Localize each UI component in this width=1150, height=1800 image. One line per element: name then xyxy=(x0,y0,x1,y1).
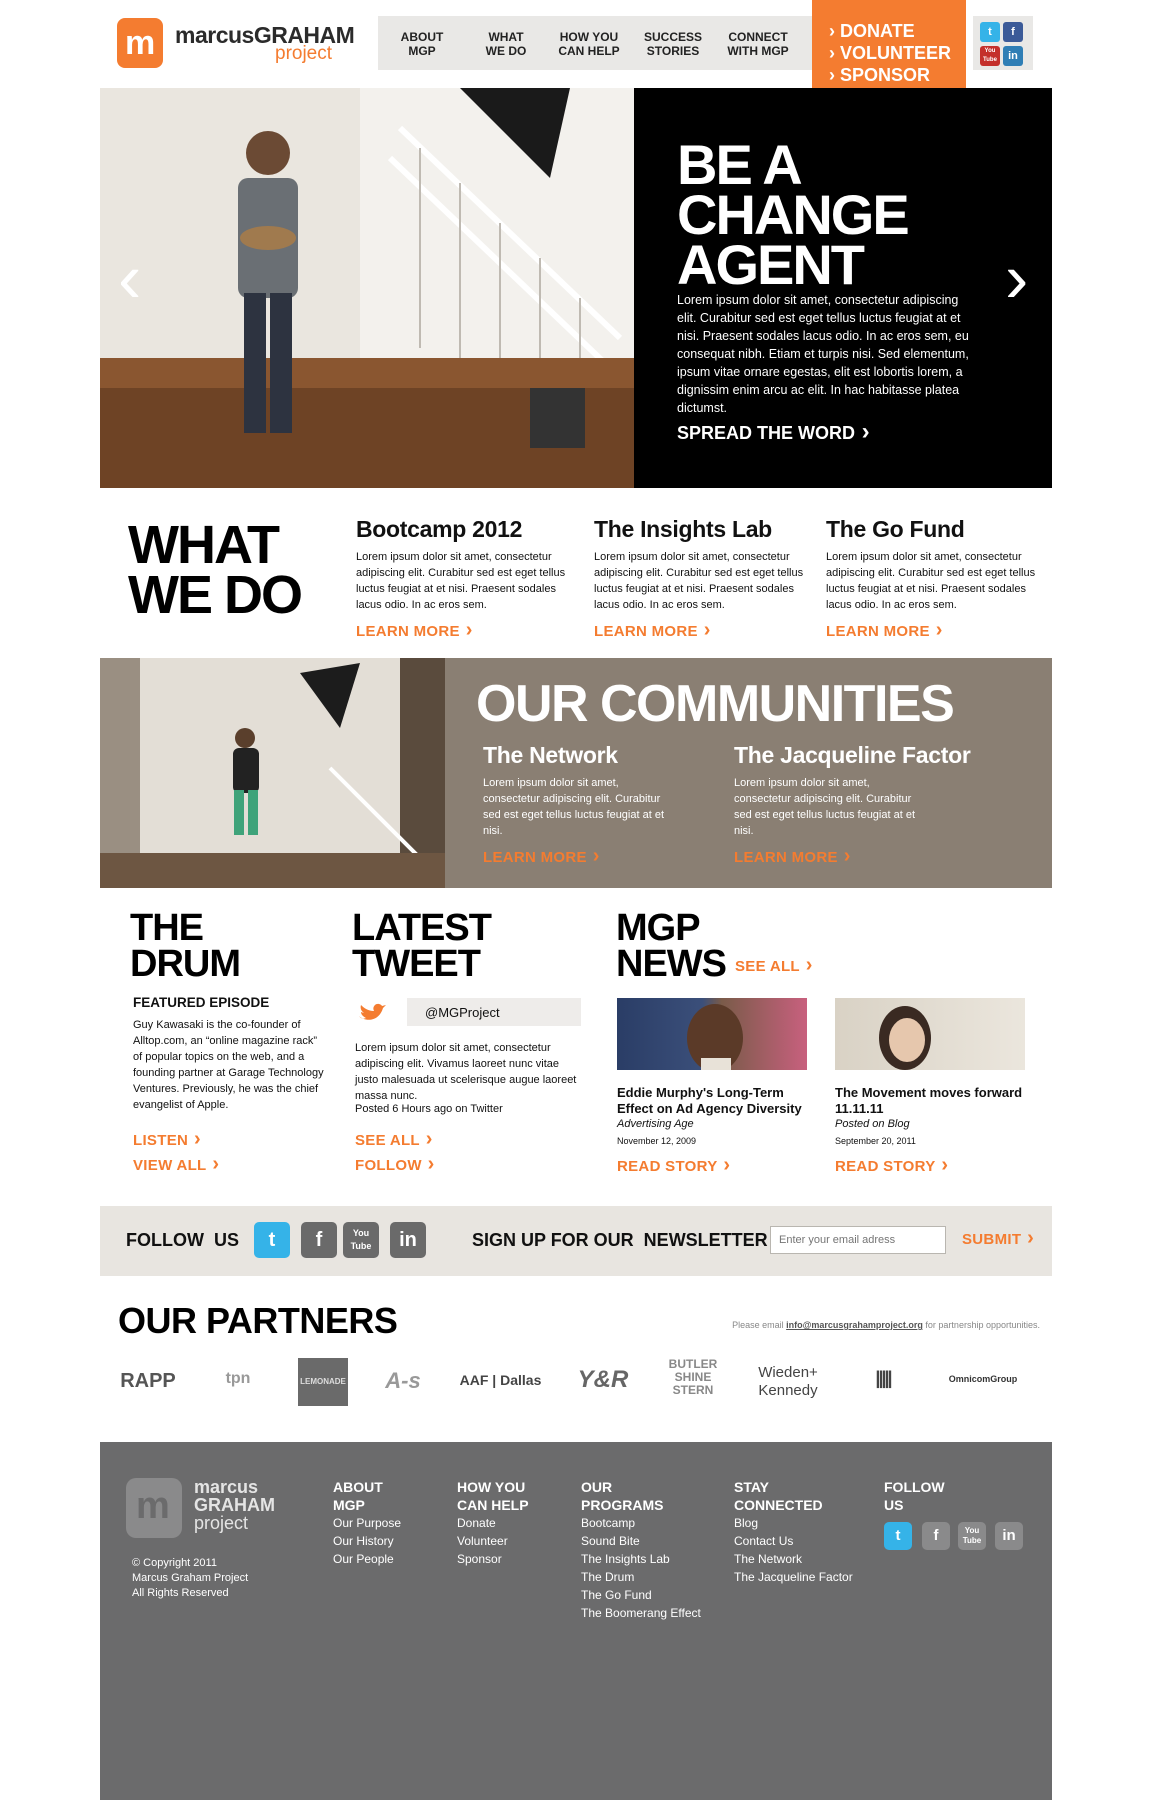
listen-link[interactable]: LISTEN › xyxy=(133,1132,201,1149)
card-title: The Go Fund xyxy=(826,516,965,542)
partner-logo-aaf-dallas[interactable]: AAF | Dallas xyxy=(459,1372,542,1388)
logo-text-sub: project xyxy=(275,43,333,64)
news-source-1: Advertising Age xyxy=(617,1118,694,1130)
read-story-link-2[interactable]: READ STORY › xyxy=(835,1158,948,1175)
footer-link-sponsor[interactable]: Sponsor xyxy=(457,1552,502,1566)
community-title: The Network xyxy=(483,742,618,768)
follow-newsletter-bar xyxy=(100,1206,1052,1276)
footer-link-the-network[interactable]: The Network xyxy=(734,1552,803,1566)
newsletter-email-input[interactable] xyxy=(770,1226,946,1254)
site-footer xyxy=(100,1442,1052,1800)
footer-col-follow-us xyxy=(884,1478,1034,1545)
card-body: Lorem ipsum dolor sit amet, consectetur adipiscing elit. Curabitur sed est eget tellus luctus feugiat at et nisi. Praesent sodales lacus odio. In ac eros sem. xyxy=(594,551,804,611)
footer-link-bootcamp[interactable]: Bootcamp xyxy=(581,1516,636,1530)
community-network xyxy=(483,742,693,866)
learn-more-link[interactable]: LEARN MORE › xyxy=(594,623,804,640)
communities-photo-illustration xyxy=(100,658,445,888)
linkedin-icon[interactable]: in xyxy=(995,1522,1023,1550)
footer-link-contact-us[interactable]: Contact Us xyxy=(734,1534,794,1548)
linkedin-icon[interactable]: in xyxy=(390,1222,426,1258)
news-date-1: November 12, 2009 xyxy=(617,1136,697,1146)
learn-more-link[interactable]: LEARN MORE › xyxy=(826,623,1036,640)
see-all-tweets-link[interactable]: SEE ALL › xyxy=(355,1132,433,1149)
footer-link-insights-lab[interactable]: The Insights Lab xyxy=(581,1552,670,1566)
news-photo-1[interactable] xyxy=(617,998,807,1070)
news-see-all-link[interactable]: SEE ALL › xyxy=(735,958,813,975)
footer-col-heading: ABOUT MGP xyxy=(333,1479,383,1513)
footer-col-heading: FOLLOW US xyxy=(884,1479,945,1513)
partner-logo-omnicom[interactable]: OmnicomGroup xyxy=(948,1374,1018,1384)
partner-logo-lemonade[interactable]: LEMONADE xyxy=(298,1358,348,1406)
footer-link-our-history[interactable]: Our History xyxy=(333,1534,394,1548)
footer-col-our-programs xyxy=(581,1478,701,1622)
volunteer-link[interactable]: › VOLUNTEER xyxy=(829,43,952,63)
tweet-handle-bar xyxy=(355,998,581,1028)
news-photo-2-illustration xyxy=(835,998,1025,1070)
sponsor-link[interactable]: › SPONSOR xyxy=(829,65,931,85)
community-body: Lorem ipsum dolor sit amet, consectetur adipiscing elit. Curabitur sed est eget tellus luctus feugiat at et nisi. xyxy=(734,777,916,837)
footer-link-our-people[interactable]: Our People xyxy=(333,1552,394,1566)
drum-heading: THE DRUM xyxy=(130,907,240,985)
hero-next-arrow[interactable]: › xyxy=(1005,239,1029,317)
footer-copyright: © Copyright 2011 Marcus Graham Project All Rights Reserved xyxy=(132,1557,249,1599)
hero-photo xyxy=(100,88,634,488)
logo-mark-icon: m xyxy=(117,18,163,68)
card-title: Bootcamp 2012 xyxy=(356,516,523,542)
footer-link-volunteer[interactable]: Volunteer xyxy=(457,1534,508,1548)
follow-us-label: FOLLOW US xyxy=(126,1230,239,1250)
tweet-heading: LATEST TWEET xyxy=(352,907,491,985)
nav-what-we-do[interactable]: WHAT WE DO xyxy=(485,30,527,58)
tweet-body: Lorem ipsum dolor sit amet, consectetur adipiscing elit. Vivamus laoreet nunc vitae justo malesuada ut scelerisque augue laoreet massa nunc. xyxy=(355,1042,577,1102)
footer-col-heading: OUR PROGRAMS xyxy=(581,1479,664,1513)
community-jacqueline-factor xyxy=(734,742,984,866)
facebook-icon[interactable]: f xyxy=(301,1222,337,1258)
logo-text-main: marcusGRAHAM xyxy=(175,22,355,48)
newsletter-submit-button[interactable]: SUBMIT › xyxy=(962,1231,1034,1248)
footer-link-blog[interactable]: Blog xyxy=(734,1516,759,1530)
partner-logo-bars[interactable]: ||||| xyxy=(875,1368,891,1388)
featured-episode-label: FEATURED EPISODE xyxy=(133,995,270,1010)
twitter-icon[interactable]: t xyxy=(980,22,1000,42)
card-bootcamp xyxy=(356,516,566,640)
community-body: Lorem ipsum dolor sit amet, consectetur adipiscing elit. Curabitur sed est eget tellus luctus feugiat at et nisi. xyxy=(483,777,665,837)
footer-col-how-you-can-help xyxy=(457,1478,529,1568)
footer-logo-text: marcus GRAHAM project xyxy=(194,1477,275,1533)
card-body: Lorem ipsum dolor sit amet, consectetur adipiscing elit. Curabitur sed est eget tellus luctus feugiat at et nisi. Praesent sodales lacus odio. In ac eros sem. xyxy=(356,551,566,611)
partner-logo-as[interactable]: A-s xyxy=(385,1368,421,1393)
footer-link-boomerang-effect[interactable]: The Boomerang Effect xyxy=(581,1606,701,1620)
partner-logo-tpn[interactable]: tpn xyxy=(225,1370,251,1387)
news-heading: MGP NEWS xyxy=(616,907,726,985)
site-header xyxy=(100,0,1050,90)
footer-logo-mark-icon: m xyxy=(126,1478,182,1538)
news-title-1[interactable]: Eddie Murphy's Long-Term Effect on Ad Agency Diversity xyxy=(617,1085,802,1116)
linkedin-icon[interactable]: in xyxy=(1003,46,1023,66)
news-source-2: Posted on Blog xyxy=(835,1118,910,1130)
card-go-fund xyxy=(826,516,1036,640)
read-story-link-1[interactable]: READ STORY › xyxy=(617,1158,730,1175)
footer-link-jacqueline-factor[interactable]: The Jacqueline Factor xyxy=(734,1570,853,1584)
youtube-icon[interactable]: You Tube xyxy=(958,1522,986,1550)
what-we-do-heading: WHAT WE DO xyxy=(128,515,301,625)
partners-email-link[interactable]: info@marcusgrahamproject.org xyxy=(786,1320,923,1330)
learn-more-link[interactable]: LEARN MORE › xyxy=(356,623,566,640)
partner-logo-yr[interactable]: Y&R xyxy=(577,1366,629,1393)
partners-note: Please email info@marcusgrahamproject.org for partnership opportunities. xyxy=(732,1320,1040,1330)
twitter-bird-icon xyxy=(357,1002,387,1024)
donate-link[interactable]: › DONATE xyxy=(829,21,915,41)
tweet-posted: Posted 6 Hours ago on Twitter xyxy=(355,1103,503,1115)
hero-body: Lorem ipsum dolor sit amet, consectetur adipiscing elit. Curabitur sed est eget tellus luctus feugiat at et nisi. Praesent sodales lacus odio. In ac eros sem, eu consequat nibh. Etiam et turpis nisi. Sed elementum, ipsum vitae ornare egestas, elit est lobortis lorem, a dignissim enim arcu ac elit. In hac habitasse platea dictumst. xyxy=(677,293,969,415)
footer-link-the-drum[interactable]: The Drum xyxy=(581,1570,635,1584)
facebook-icon[interactable]: f xyxy=(1003,22,1023,42)
footer-link-go-fund[interactable]: The Go Fund xyxy=(581,1588,652,1602)
main-nav xyxy=(378,16,814,70)
footer-col-heading: STAY CONNECTED xyxy=(734,1479,823,1513)
card-title: The Insights Lab xyxy=(594,516,772,542)
header-social xyxy=(973,16,1033,70)
youtube-icon[interactable]: You Tube xyxy=(980,46,1000,66)
partners-heading: OUR PARTNERS xyxy=(118,1300,398,1341)
partners-logos xyxy=(118,1356,1038,1408)
facebook-icon[interactable]: f xyxy=(922,1522,950,1550)
nav-connect-with-mgp[interactable]: CONNECT WITH MGP xyxy=(727,30,789,58)
hero-prev-arrow[interactable]: ‹ xyxy=(118,239,142,317)
hero-slider xyxy=(100,88,1052,488)
twitter-icon[interactable]: t xyxy=(254,1222,290,1258)
footer-link-donate[interactable]: Donate xyxy=(457,1516,496,1530)
drum-body: Guy Kawasaki is the co-founder of Alltop.com, an “online magazine rack” of popular topics on the web, and a founding partner at Garage Technology Ventures. Previously, he was the chief evangelist of Apple. xyxy=(133,1019,324,1111)
card-insights-lab xyxy=(594,516,804,640)
nav-how-you-can-help[interactable]: HOW YOU CAN HELP xyxy=(558,30,620,58)
site-logo[interactable] xyxy=(117,18,355,70)
follow-link[interactable]: FOLLOW › xyxy=(355,1157,435,1174)
communities-section xyxy=(100,658,1052,888)
communities-heading: OUR COMMUNITIES xyxy=(476,675,954,733)
footer-col-heading: HOW YOU CAN HELP xyxy=(457,1479,529,1513)
learn-more-link[interactable]: LEARN MORE › xyxy=(483,849,693,866)
twitter-handle[interactable]: @MGProject xyxy=(425,1005,500,1020)
footer-logo[interactable] xyxy=(126,1478,306,1544)
nav-about-mgp[interactable]: ABOUT MGP xyxy=(400,30,444,58)
learn-more-link[interactable]: LEARN MORE › xyxy=(734,849,984,866)
partner-logo-butler-shine-stern[interactable]: BUTLER SHINE STERN xyxy=(668,1357,718,1397)
partner-logo-rapp[interactable]: RAPP xyxy=(120,1370,176,1392)
youtube-icon[interactable]: You Tube xyxy=(343,1222,379,1258)
footer-col-stay-connected xyxy=(734,1478,853,1586)
communities-photo xyxy=(100,658,445,888)
twitter-icon[interactable]: t xyxy=(884,1522,912,1550)
news-date-2: September 20, 2011 xyxy=(835,1136,916,1146)
community-title: The Jacqueline Factor xyxy=(734,742,971,768)
card-body: Lorem ipsum dolor sit amet, consectetur adipiscing elit. Curabitur sed est eget tellus luctus feugiat at et nisi. Praesent sodales lacus odio. In ac eros sem. xyxy=(826,551,1036,611)
view-all-link[interactable]: VIEW ALL › xyxy=(133,1157,219,1174)
footer-col-about xyxy=(333,1478,401,1568)
news-photo-1-illustration xyxy=(617,998,807,1070)
newsletter-label: SIGN UP FOR OUR NEWSLETTER xyxy=(472,1230,768,1250)
hero-title: BE A CHANGE AGENT xyxy=(677,133,908,296)
footer-link-our-purpose[interactable]: Our Purpose xyxy=(333,1516,402,1530)
footer-link-sound-bite[interactable]: Sound Bite xyxy=(581,1534,640,1548)
spread-the-word-link[interactable]: SPREAD THE WORD › xyxy=(677,418,870,446)
nav-success-stories[interactable]: SUCCESS STORIES xyxy=(643,30,702,58)
news-title-2[interactable]: The Movement moves forward 11.11.11 xyxy=(835,1085,1023,1116)
partner-logo-wieden-kennedy[interactable]: Wieden+ Kennedy xyxy=(758,1364,818,1399)
news-photo-2[interactable] xyxy=(835,998,1025,1070)
hero-photo-illustration xyxy=(100,88,634,488)
